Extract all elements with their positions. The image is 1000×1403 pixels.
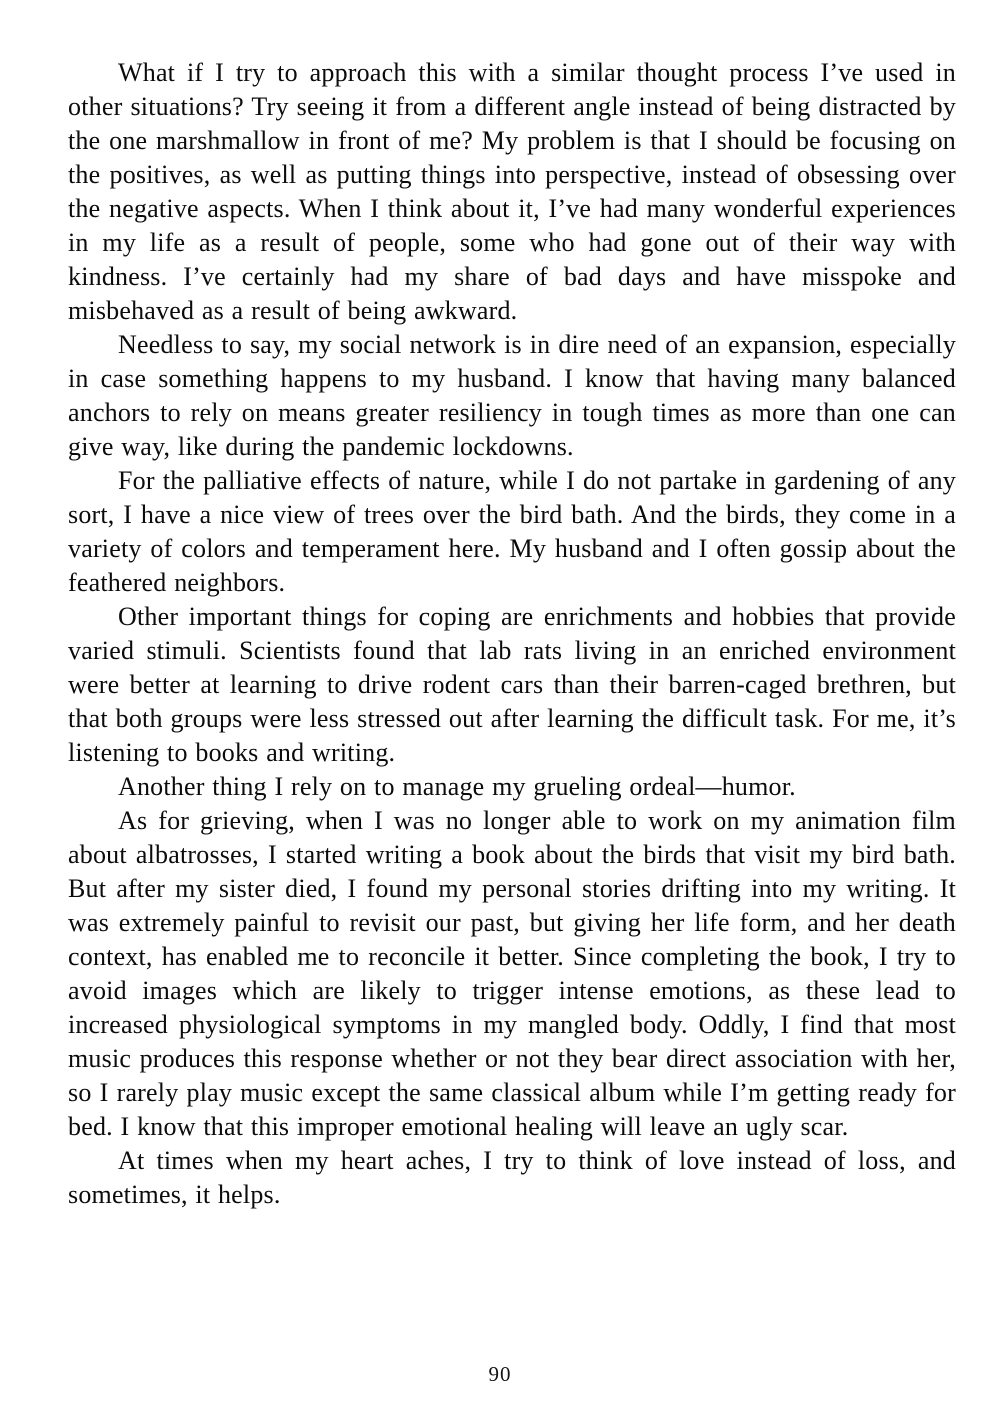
paragraph: What if I try to approach this with a similar thought process I’ve used in other situations? Try seeing it from a different angle instead of being distracted by the one marshmallow in front of me? My problem is that I should be focusing on the positives, as well as putting things into perspective, instead of obsessing over the negative aspects. When I think about it, I’ve had many wonderful experiences in my life as a result of people, some who had gone out of their way with kindness. I’ve certainly had my share of bad days and have misspoke and misbehaved as a result of being awkward. xyxy=(68,58,956,325)
paragraph: Needless to say, my social network is in dire need of an expansion, especially in case something happens to my husband. I know that having many balanced anchors to rely on means greater resiliency in tough times as more than one can give way, like during the pandemic lockdowns. xyxy=(68,330,956,461)
paragraph: Another thing I rely on to manage my grueling ordeal—humor. xyxy=(118,772,796,801)
body-text xyxy=(68,56,956,1212)
page-number: 90 xyxy=(488,1362,512,1386)
paragraph: Other important things for coping are enrichments and hobbies that provide varied stimuli. Scientists found that lab rats living in an enriched environment were better at learning to drive rodent cars than their barren-caged brethren, but that both groups were less stressed out after learning the difficult task. For me, it’s listening to books and writing. xyxy=(68,602,956,767)
paragraph: For the palliative effects of nature, while I do not partake in gardening of any sort, I have a nice view of trees over the bird bath. And the birds, they come in a variety of colors and temperament here. My husband and I often gossip about the feathered neighbors. xyxy=(68,466,956,597)
paragraph: As for grieving, when I was no longer able to work on my animation film about albatrosses, I started writing a book about the birds that visit my bird bath. But after my sister died, I found my personal stories drifting into my writing. It was extremely painful to revisit our past, but giving her life form, and her death context, has enabled me to reconcile it better. Since completing the book, I try to avoid images which are likely to trigger intense emotions, as these lead to increased physiological symptoms in my mangled body. Oddly, I find that most music produces this response whether or not they bear direct association with her, so I rarely play music except the same classical album while I’m getting ready for bed. I know that this improper emotional healing will leave an ugly scar. xyxy=(68,806,956,1141)
paragraph: At times when my heart aches, I try to think of love instead of loss, and sometimes, it helps. xyxy=(68,1146,956,1209)
